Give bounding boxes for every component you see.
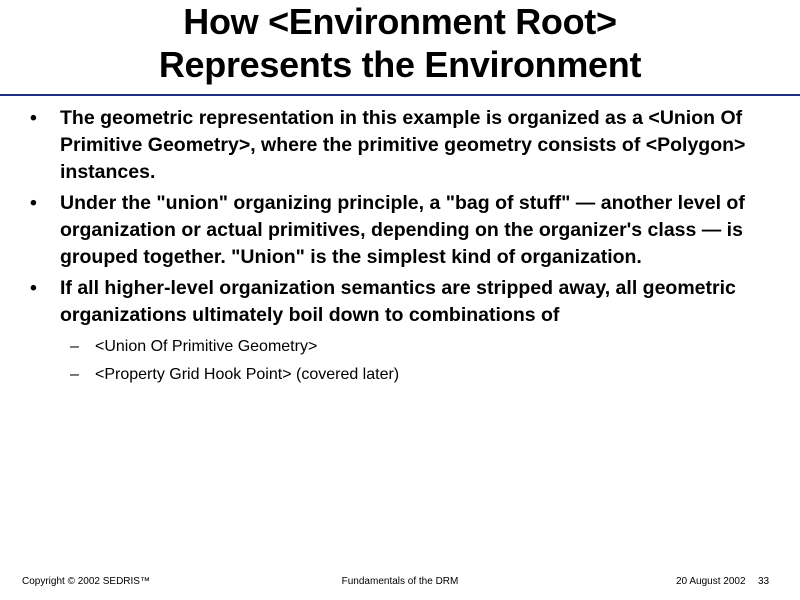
sub-bullet-item	[28, 333, 773, 361]
footer-course-title: Fundamentals of the DRM	[341, 576, 459, 587]
bullet-text: The geometric representation in this example is organized as a <Union Of Primitive Geometry>, where the primitive geometry consists of <Polygon> instances.	[60, 107, 746, 183]
footer-date: 20 August 2002	[676, 576, 746, 587]
bullet-item	[28, 105, 773, 186]
slide-body	[28, 105, 773, 389]
title-divider	[0, 94, 800, 96]
bullet-text: Under the "union" organizing principle, a "bag of stuff" — another level of organization or actual primitives, depending on the organizer's class — is grouped together. "Union" is the simplest kind of organization.	[60, 192, 745, 268]
sub-bullet-marker: –	[70, 366, 79, 383]
footer-copyright: Copyright © 2002 SEDRIS™	[22, 576, 150, 587]
sub-bullet-item	[28, 361, 773, 389]
bullet-marker: •	[30, 192, 37, 214]
sub-bullet-text: <Union Of Primitive Geometry>	[95, 338, 318, 355]
slide-title	[0, 0, 800, 86]
bullet-text: If all higher-level organization semantics are stripped away, all geometric organizations ultimately boil down to combinations of	[60, 277, 736, 326]
bullet-marker: •	[30, 277, 37, 299]
sub-bullet-marker: –	[70, 338, 79, 355]
bullet-item	[28, 275, 773, 329]
bullet-item	[28, 190, 773, 271]
title-line-1: How <Environment Root>	[183, 1, 617, 42]
footer-page-number: 33	[758, 576, 770, 587]
sub-bullet-text: <Property Grid Hook Point> (covered later)	[95, 366, 400, 383]
bullet-marker: •	[30, 107, 37, 129]
title-line-2: Represents the Environment	[158, 44, 642, 85]
